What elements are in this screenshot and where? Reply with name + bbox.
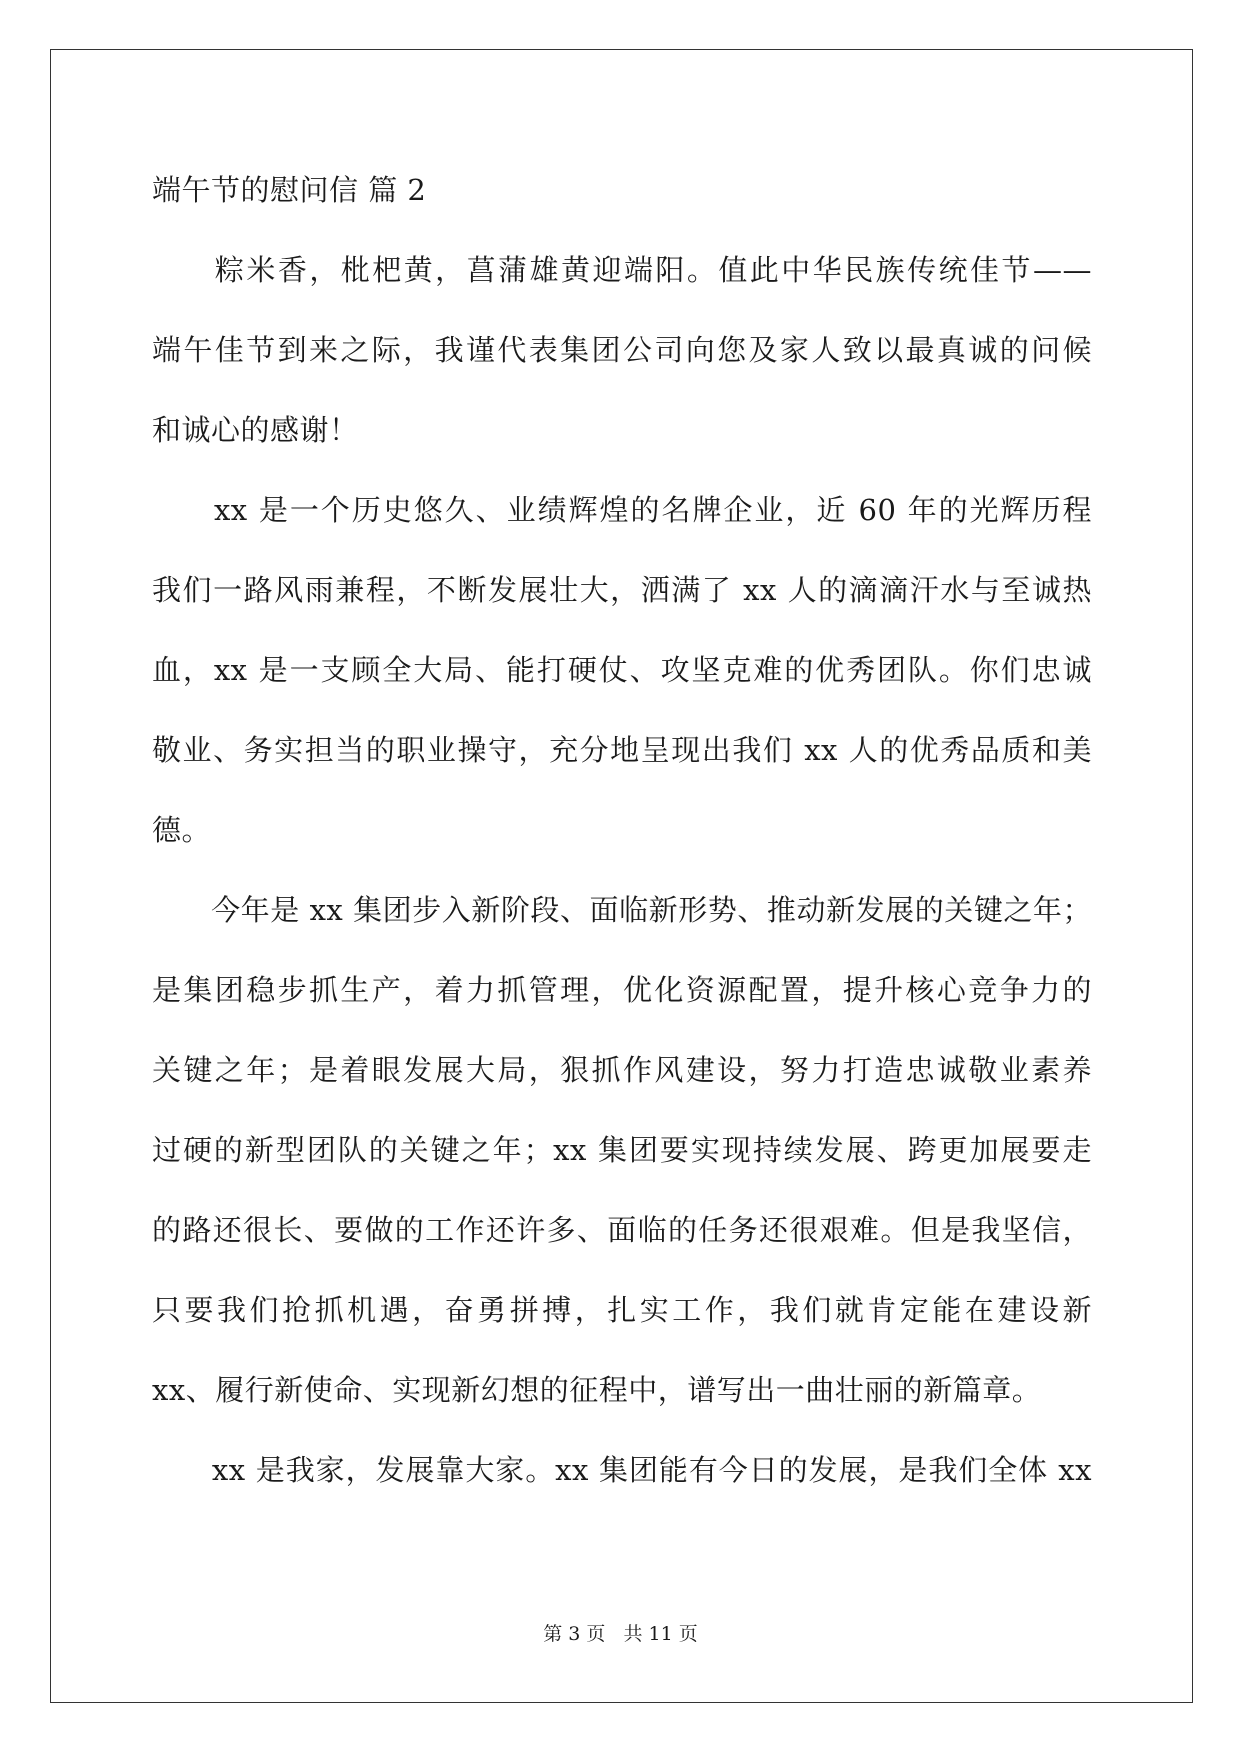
page-footer bbox=[0, 1622, 1241, 1646]
text-line: 端午佳节到来之际，我谨代表集团公司向您及家人致以最真诚的问候 bbox=[152, 333, 1092, 367]
text-line: 关键之年；是着眼发展大局，狠抓作风建设，努力打造忠诚敬业素养 bbox=[152, 1053, 1092, 1087]
text-line: 血，xx 是一支顾全大局、能打硬仗、攻坚克难的优秀团队。你们忠诚 bbox=[152, 653, 1092, 687]
text-line: xx、履行新使命、实现新幻想的征程中，谱写出一曲壮丽的新篇章。 bbox=[152, 1373, 1042, 1407]
text-line: 和诚心的感谢！ bbox=[152, 413, 359, 447]
text-line: 是集团稳步抓生产，着力抓管理，优化资源配置，提升核心竞争力的 bbox=[152, 973, 1092, 1007]
text-line: 粽米香，枇杷黄，菖蒲雄黄迎端阳。值此中华民族传统佳节—— bbox=[152, 253, 1092, 287]
text-line: xx 是我家，发展靠大家。xx 集团能有今日的发展，是我们全体 xx bbox=[152, 1453, 1092, 1487]
text-line: xx 是一个历史悠久、业绩辉煌的名牌企业，近 60 年的光辉历程 bbox=[152, 493, 1092, 527]
document-title: 端午节的慰问信 篇 2 bbox=[152, 173, 427, 207]
text-line: 敬业、务实担当的职业操守，充分地呈现出我们 xx 人的优秀品质和美 bbox=[152, 733, 1092, 767]
text-line: 我们一路风雨兼程，不断发展壮大，洒满了 xx 人的滴滴汗水与至诚热 bbox=[152, 573, 1092, 607]
text-line: 的路还很长、要做的工作还许多、面临的任务还很艰难。但是我坚信， bbox=[152, 1213, 1092, 1247]
text-line: 今年是 xx 集团步入新阶段、面临新形势、推动新发展的关键之年； bbox=[152, 893, 1092, 927]
page-number: 第 3 页 bbox=[543, 1623, 606, 1645]
text-line: 只要我们抢抓机遇，奋勇拼搏，扎实工作，我们就肯定能在建设新 bbox=[152, 1293, 1092, 1327]
text-line: 过硬的新型团队的关键之年；xx 集团要实现持续发展、跨更加展要走 bbox=[152, 1133, 1092, 1167]
text-line: 德。 bbox=[152, 813, 212, 847]
page-total: 共 11 页 bbox=[623, 1623, 698, 1645]
